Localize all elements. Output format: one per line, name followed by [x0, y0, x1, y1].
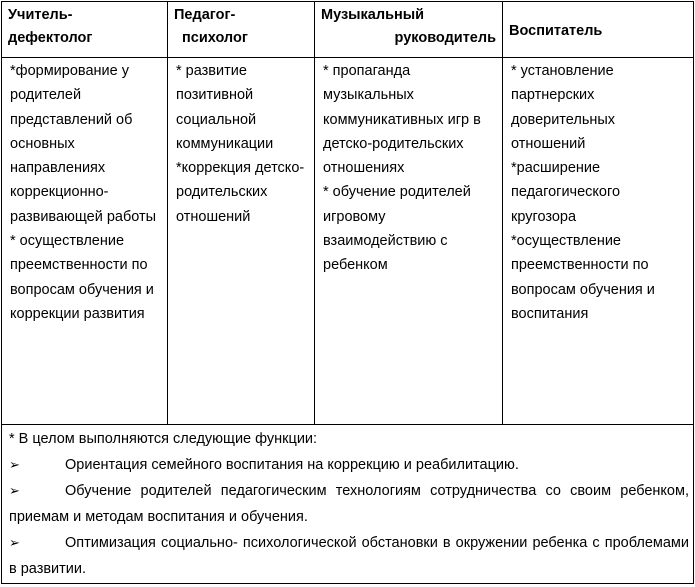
header-music-director [315, 2, 503, 58]
header-row [2, 2, 694, 58]
list-item: *формирование у родителей представлений об основных направлениях коррекционно-развивающей работы [10, 63, 157, 225]
list-item: *осуществление преемственности по вопросам обучения и воспитания [511, 233, 655, 322]
list-item: * установление партнерских доверительных отношений [511, 63, 616, 152]
function-item [9, 530, 689, 582]
list-item: *коррекция детско-родительских отношений [176, 160, 305, 225]
cell-music-director [315, 58, 503, 425]
functions-summary-cell [2, 425, 694, 584]
arrow-bullet-icon: ➢ [9, 483, 20, 498]
header-psychologist-line-2: психолог [182, 30, 248, 46]
function-item-text: Ориентация семейного воспитания на коррекцию и реабилитацию. [65, 457, 519, 473]
function-item [9, 478, 689, 530]
header-music-director-line-2: руководитель [394, 30, 496, 46]
cell-teacher-defectologist [2, 58, 168, 425]
header-psychologist-line-1: Педагог- [174, 7, 236, 23]
list-item: * развитие позитивной социальной коммуникации [176, 63, 274, 152]
functions-title: * В целом выполняются следующие функции: [9, 431, 318, 447]
header-educator-label: Воспитатель [509, 23, 603, 39]
cell-psychologist [168, 58, 315, 425]
arrow-bullet-icon: ➢ [9, 535, 20, 550]
list-item: * осуществление преемственности по вопросам обучения и коррекции развития [10, 233, 154, 322]
arrow-bullet-icon: ➢ [9, 457, 20, 472]
cell-educator [503, 58, 694, 425]
header-psychologist [168, 2, 315, 58]
header-teacher-defectologist-line-1: Учитель- [8, 7, 73, 23]
function-item [9, 452, 689, 478]
header-music-director-line-1: Музыкальный [321, 7, 425, 23]
content-row [2, 58, 694, 425]
header-teacher-defectologist [2, 2, 168, 58]
header-teacher-defectologist-line-2: дефектолог [8, 30, 93, 46]
list-item: * обучение родителей игровому взаимодействию с ребенком [323, 184, 471, 274]
list-item: *расширение педагогического кругозора [511, 160, 621, 225]
footer-row [2, 425, 694, 584]
function-item-text: Оптимизация социально- психологической обстановки в окружении ребенка с проблемами в развитии. [9, 535, 689, 577]
list-item: * пропаганда музыкальных коммуникативных игр в детско-родительских отношениях [323, 63, 481, 177]
specialists-table [1, 1, 694, 584]
function-item-text: Обучение родителей педагогическим технологиям сотрудничества со своим ребенком, приемам и методам воспитания и обучения. [9, 483, 689, 525]
header-educator [503, 2, 694, 58]
